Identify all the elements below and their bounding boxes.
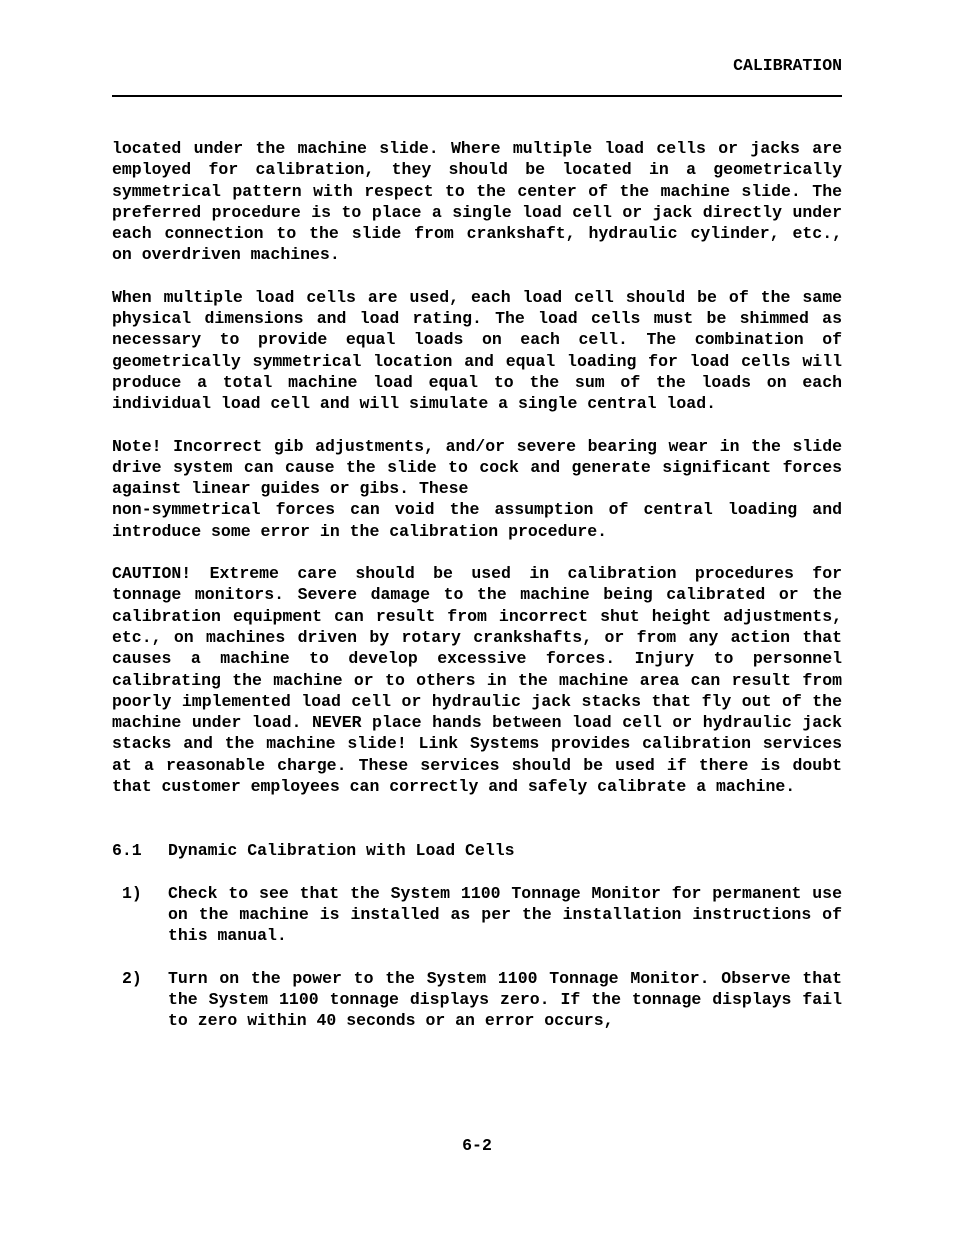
running-header-title: CALIBRATION <box>733 56 842 75</box>
step-text: Turn on the power to the System 1100 Tonnage Monitor. Observe that the System 1100 tonnage displays zero. If the tonnage displays fail to zero within 40 seconds or an error occurs, <box>168 968 842 1031</box>
section-number: 6.1 <box>112 841 142 861</box>
step-item <box>112 883 842 947</box>
step-text: Check to see that the System 1100 Tonnage Monitor for permanent use on the machine is installed as per the installation instructions of this manual. <box>168 883 842 946</box>
paragraph-caution: CAUTION! Extreme care should be used in calibration procedures for tonnage monitors. Severe damage to the machine being calibrated or the calibration equipment can result from incorrect shut height adjustments, etc., on machines driven by rotary crankshafts, or from any action that causes a machine to develop excessive forces. Injury to personnel calibrating the machine or to others in the machine area can result from poorly implemented load cell or hydraulic jack stacks that fly out of the machine under load. NEVER place hands between load cell or hydraulic jack stacks and the machine slide! Link Systems provides calibration services at a reasonable charge. These services should be used if there is doubt that customer employees can correctly and safely calibrate a machine. <box>112 564 842 797</box>
paragraph-multiple-load-cells: When multiple load cells are used, each load cell should be of the same physical dimensions and load rating. The load cells must be shimmed as necessary to provide equal loads on each cell. The combination of geometrically symmetrical location and equal loading for load cells will produce a total machine load equal to the sum of the loads on each individual load cell and will simulate a single central load. <box>112 287 842 414</box>
page-number: 6-2 <box>462 1136 492 1155</box>
header-divider <box>112 95 842 97</box>
section-heading <box>112 840 842 861</box>
step-item <box>112 968 842 1032</box>
step-number: 1) <box>122 883 142 903</box>
page-body <box>112 138 842 1052</box>
paragraph-load-cell-placement: located under the machine slide. Where multiple load cells or jacks are employed for calibration, they should be located in a geometrically symmetrical pattern with respect to the center of the machine slide. The preferred procedure is to place a single load cell or jack directly under each connection to the slide from crankshaft, hydraulic cylinder, etc., on overdriven machines. <box>112 139 842 265</box>
paragraph-note: Note! Incorrect gib adjustments, and/or severe bearing wear in the slide drive system can cause the slide to cock and generate significant forces against linear guides or gibs. These non-symmetrical forces can void the assumption of central loading and introduce some error in the calibration procedure. <box>112 436 842 541</box>
section-title: Dynamic Calibration with Load Cells <box>168 841 515 861</box>
step-number: 2) <box>122 968 142 988</box>
